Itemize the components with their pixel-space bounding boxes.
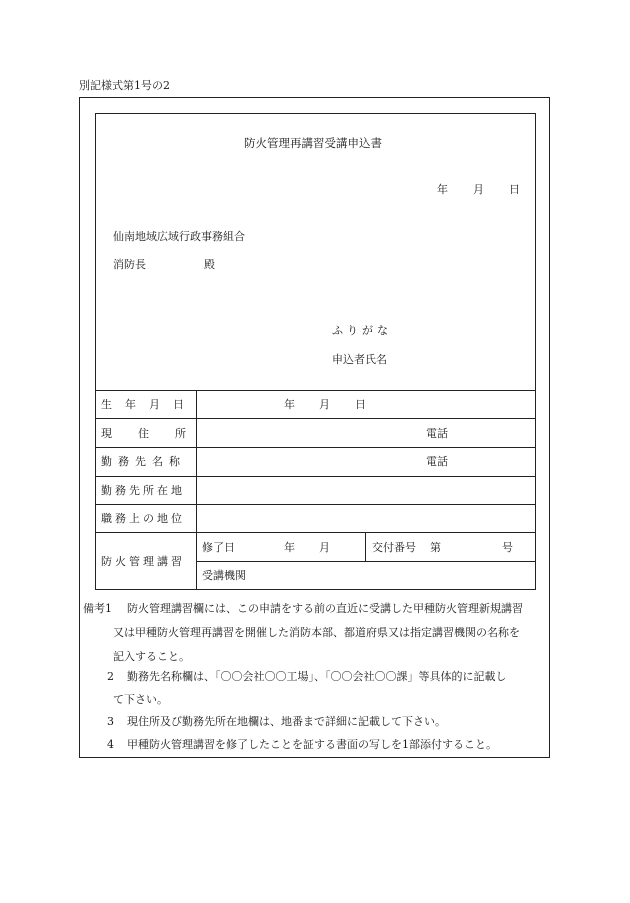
applicant-name-label: 申込者氏名: [332, 353, 387, 366]
row-line-employer-top: [95, 447, 536, 448]
course-label: 防火管理講習: [101, 555, 185, 568]
employer-address-label: 勤務先所在地: [101, 484, 185, 497]
addressee-org: 仙南地域広域行政事務組合: [113, 230, 245, 243]
address-phone-label: 電話: [426, 427, 448, 440]
row-line-employer-address-top: [95, 476, 536, 477]
addressee-chief: 消防長: [113, 258, 146, 271]
note2-line1: 勤務先名称欄は、「〇〇会社〇〇工場」、「〇〇会社〇〇課」等具体的に記載し: [127, 670, 507, 683]
note4-number: 4: [107, 738, 114, 751]
row-line-birth-top: [95, 390, 536, 391]
employer-name-label: 勤務先名称: [101, 455, 186, 468]
issue-number-prefix: 第: [430, 541, 441, 554]
position-label: 職務上の地位: [101, 512, 185, 525]
birth-year: 年: [284, 398, 295, 411]
furigana-char: ふりがな: [332, 324, 392, 337]
birth-month: 月: [319, 398, 330, 411]
form-id: 別記様式第1号の2: [79, 79, 170, 92]
completion-date-label: 修了日: [202, 541, 235, 554]
note2-line2: て下さい。: [113, 693, 168, 706]
note3-number: 3: [107, 715, 114, 728]
date-day-label: 日: [509, 183, 520, 196]
issue-number-label: 交付番号: [372, 541, 416, 554]
row-line-address-top: [95, 418, 536, 419]
note4-text: 甲種防火管理講習を修了したことを証する書面の写しを1部添付すること。: [127, 738, 497, 751]
note1-line1: 防火管理講習欄には、この申請をする前の直近に受講した甲種防火管理新規講習: [127, 602, 523, 615]
note1-line2: 又は甲種防火管理再講習を開催した消防本部、都道府県又は指定講習機関の名称を: [113, 626, 520, 639]
birth-label-text: 生年月日: [101, 398, 197, 411]
completion-month: 月: [319, 541, 330, 554]
row-line-position-top: [95, 504, 536, 505]
furigana-label: [332, 325, 390, 336]
date-year-label: 年: [437, 183, 448, 196]
note2-number: 2: [107, 670, 114, 683]
birth-day: 日: [355, 398, 366, 411]
birth-label: [101, 398, 197, 411]
notes-heading: 備考1: [83, 602, 112, 615]
issue-number-suffix: 号: [502, 541, 513, 554]
addressee-honorific: 殿: [204, 258, 215, 271]
address-label: 現住所: [101, 427, 212, 440]
date-month-label: 月: [473, 183, 484, 196]
note1-line3: 記入すること。: [113, 650, 190, 663]
institution-label: 受講機関: [202, 569, 246, 582]
note3-text: 現住所及び勤務先所在地欄は、地番まで詳細に記載して下さい。: [127, 715, 446, 728]
form-title: 防火管理再講習受講申込書: [244, 136, 382, 150]
employer-phone-label: 電話: [426, 455, 448, 468]
row-line-course-top: [95, 532, 536, 533]
label-column-divider: [196, 390, 197, 590]
completion-year: 年: [284, 541, 295, 554]
row-line-course-mid: [196, 561, 536, 562]
course-column-divider: [365, 532, 366, 561]
